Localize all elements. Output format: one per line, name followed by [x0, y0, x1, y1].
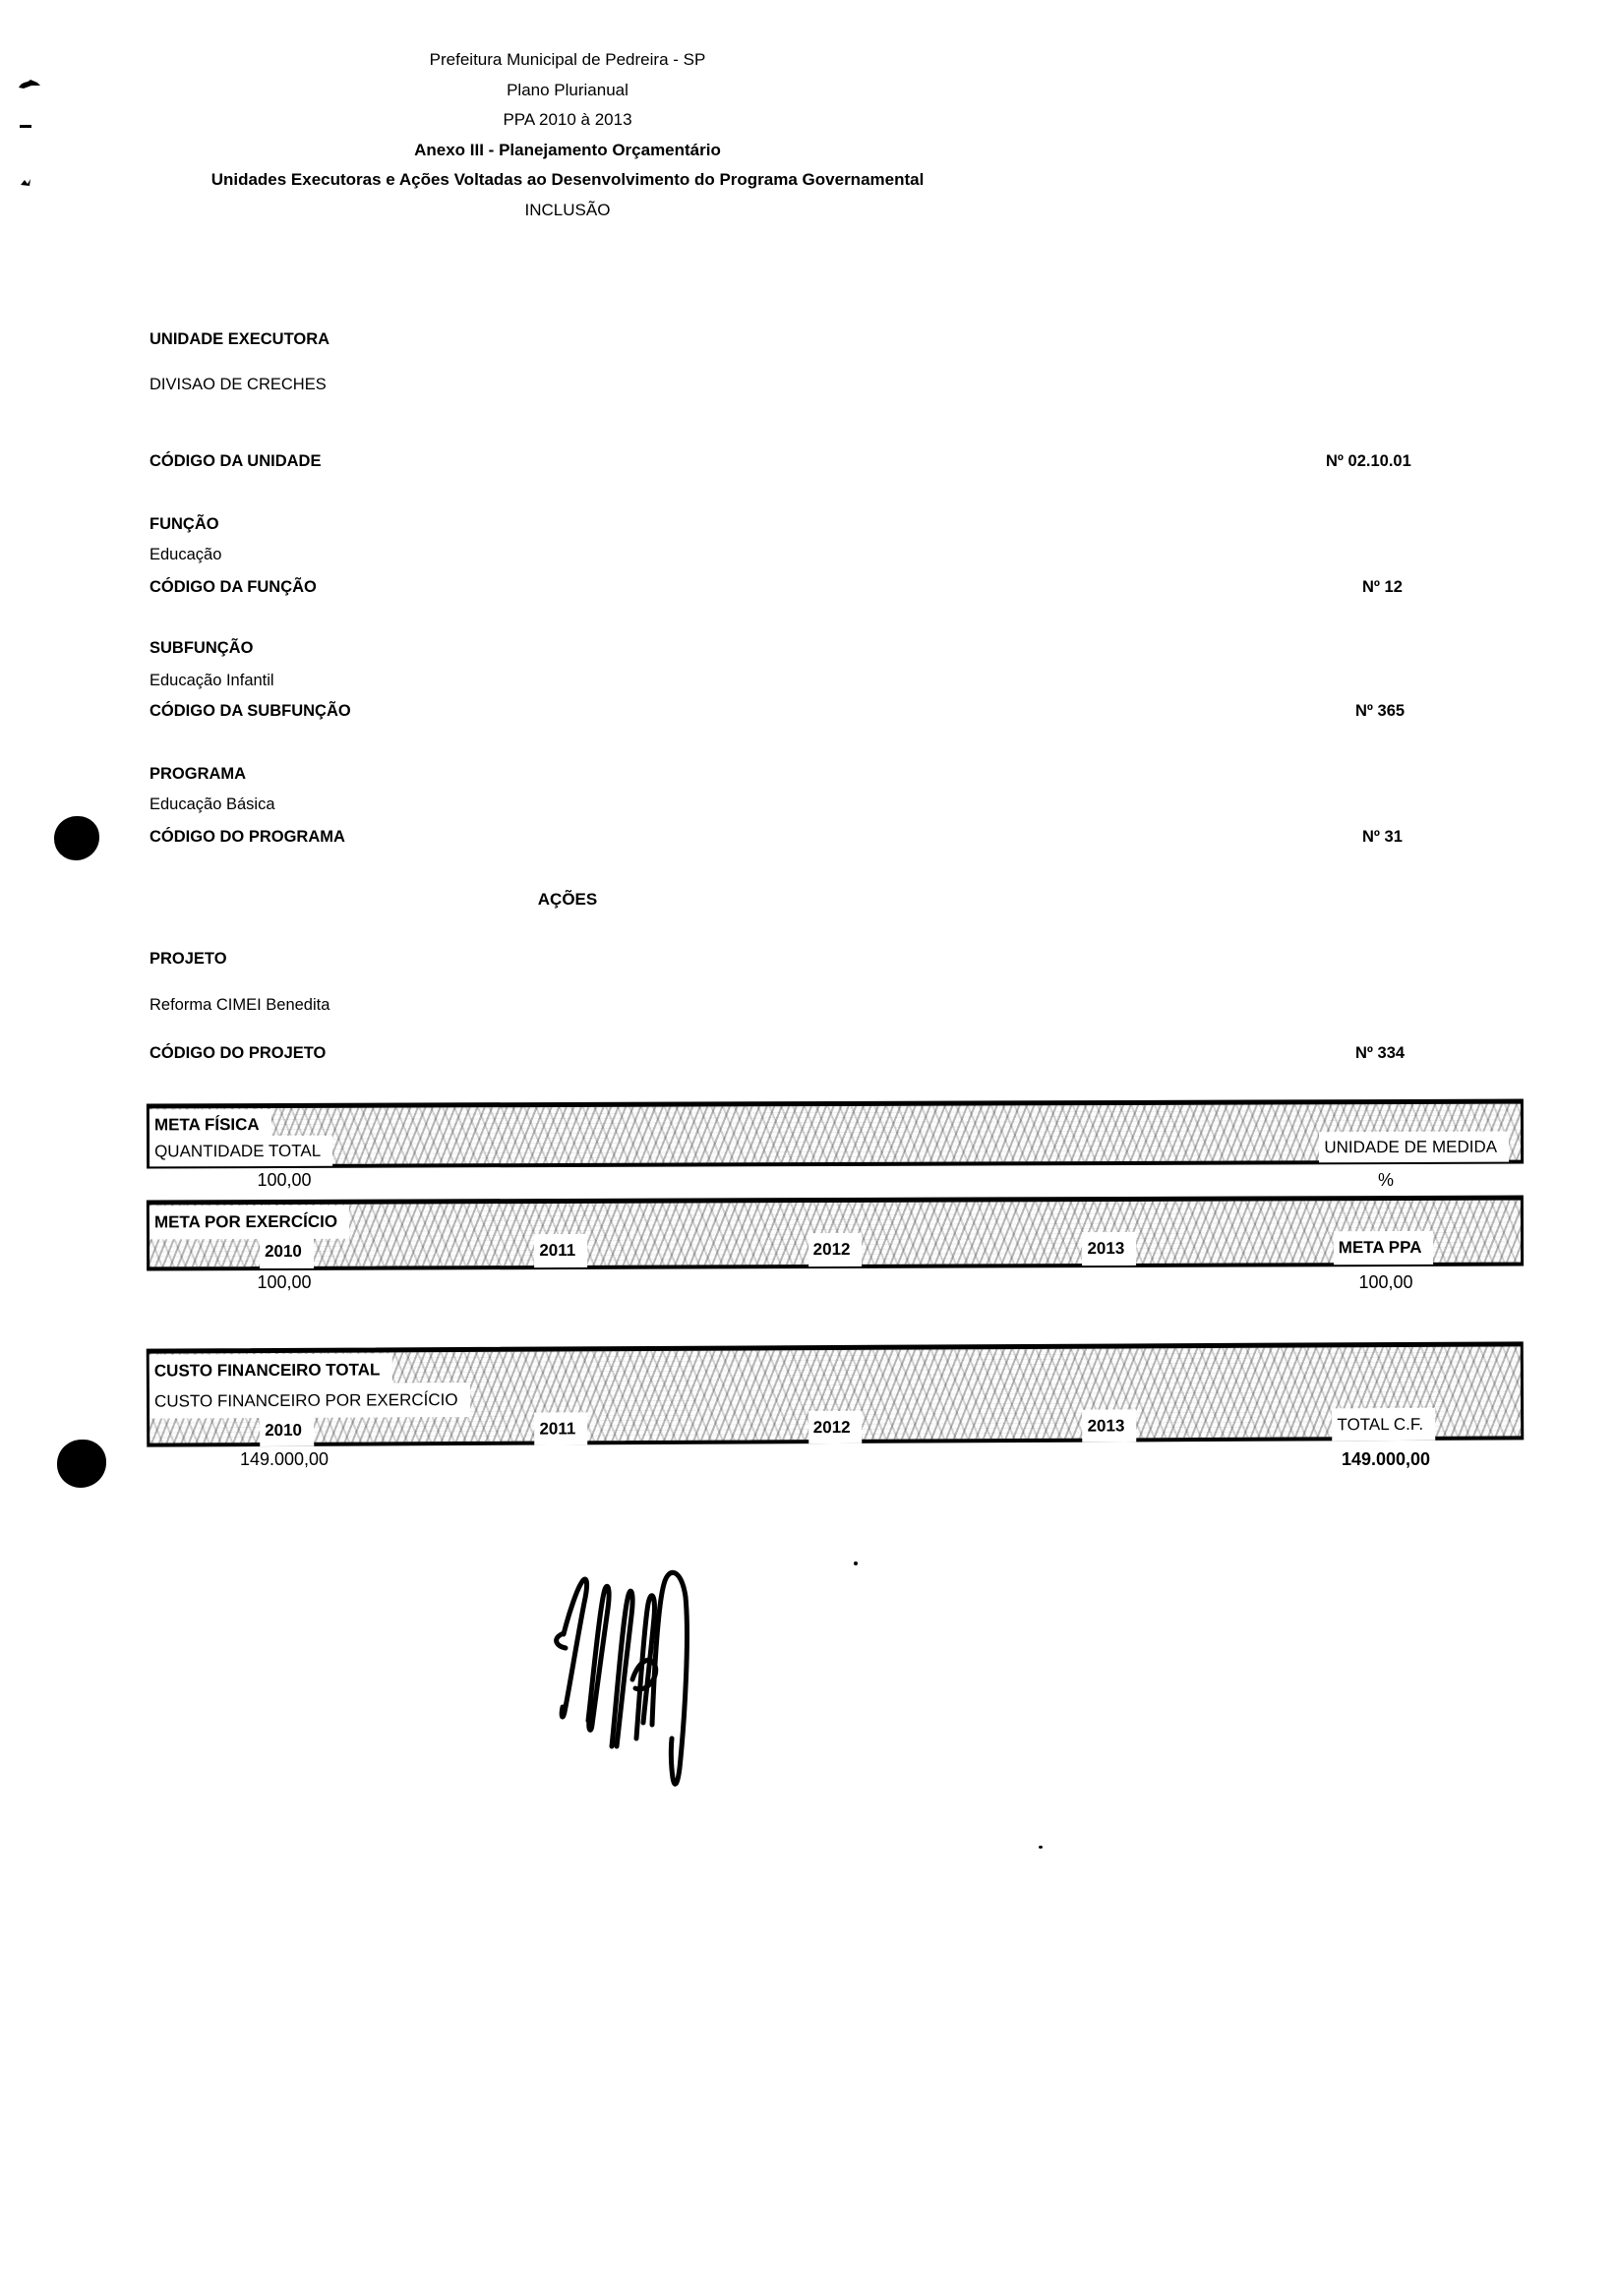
codigo-subfuncao-label: CÓDIGO DA SUBFUNÇÃO	[150, 702, 351, 720]
meta-2010-value: 100,00	[257, 1272, 312, 1292]
unidade-executora-value: DIVISAO DE CRECHES	[150, 376, 327, 393]
total-cf-label: TOTAL C.F.	[1334, 1410, 1433, 1440]
codigo-programa-label: CÓDIGO DO PROGRAMA	[150, 828, 345, 846]
meta-por-exercicio-values-row	[147, 1272, 1524, 1293]
custo-year-2010: 2010	[262, 1416, 312, 1444]
inclusion-label: INCLUSÃO	[524, 200, 611, 219]
annex-title: Anexo III - Planejamento Orçamentário	[414, 140, 721, 159]
meta-por-exercicio-band	[147, 1196, 1524, 1271]
custo-financeiro-por-exercicio-label: CUSTO FINANCEIRO POR EXERCÍCIO	[151, 1384, 468, 1417]
codigo-funcao-value: Nº 12	[1362, 578, 1403, 596]
codigo-subfuncao-row	[150, 702, 1523, 724]
meta-year-2012: 2012	[810, 1235, 861, 1265]
ink-speck-1	[854, 1561, 858, 1565]
funcao-value: Educação	[150, 546, 222, 563]
punch-hole-top	[54, 816, 99, 860]
quantidade-total-label: QUANTIDADE TOTAL	[151, 1138, 330, 1165]
codigo-funcao-row	[150, 578, 1523, 600]
document-subtitle: Unidades Executoras e Ações Voltadas ao Desenvolvimento do Programa Governamental	[210, 170, 925, 189]
meta-ppa-label: META PPA	[1336, 1233, 1432, 1263]
codigo-unidade-value: Nº 02.10.01	[1326, 452, 1411, 470]
margin-mark-2	[20, 125, 31, 128]
programa-value: Educação Básica	[150, 795, 275, 813]
margin-mark-1	[18, 77, 43, 90]
custo-financeiro-band	[147, 1341, 1525, 1446]
acoes-section-title: AÇÕES	[537, 890, 598, 909]
codigo-unidade-row	[150, 452, 1523, 474]
codigo-subfuncao-value: Nº 365	[1355, 702, 1406, 720]
codigo-programa-value: Nº 31	[1362, 828, 1403, 846]
subfuncao-label: SUBFUNÇÃO	[150, 639, 254, 657]
custo-financeiro-total-title: CUSTO FINANCEIRO TOTAL	[151, 1355, 390, 1385]
org-title: Prefeitura Municipal de Pedreira - SP	[429, 50, 706, 69]
quantidade-total-value: 100,00	[257, 1170, 312, 1190]
unidade-de-medida-value: %	[1377, 1170, 1394, 1190]
meta-ppa-value: 100,00	[1358, 1272, 1413, 1292]
meta-year-2011: 2011	[536, 1236, 585, 1266]
signature	[534, 1552, 721, 1797]
codigo-unidade-label: CÓDIGO DA UNIDADE	[150, 452, 322, 470]
meta-fisica-band	[147, 1099, 1524, 1169]
meta-por-exercicio-title: META POR EXERCÍCIO	[151, 1207, 347, 1238]
unidade-de-medida-label: UNIDADE DE MEDIDA	[1321, 1134, 1507, 1161]
codigo-projeto-value: Nº 334	[1355, 1044, 1406, 1062]
projeto-value: Reforma CIMEI Benedita	[150, 996, 330, 1014]
punch-hole-bottom	[57, 1440, 106, 1488]
codigo-funcao-label: CÓDIGO DA FUNÇÃO	[150, 578, 317, 596]
plan-title: Plano Plurianual	[507, 80, 628, 99]
custo-financeiro-values-row	[147, 1449, 1524, 1470]
meta-year-2013: 2013	[1084, 1234, 1134, 1264]
custo-year-2012: 2012	[810, 1413, 861, 1442]
custo-2010-value: 149.000,00	[239, 1449, 329, 1469]
meta-year-2010: 2010	[262, 1237, 312, 1266]
meta-fisica-title: META FÍSICA	[151, 1111, 269, 1138]
document-header	[150, 45, 986, 225]
custo-year-2011: 2011	[536, 1414, 585, 1442]
programa-label: PROGRAMA	[150, 765, 247, 783]
custo-year-2013: 2013	[1084, 1411, 1134, 1440]
unidade-executora-label: UNIDADE EXECUTORA	[150, 330, 330, 348]
codigo-projeto-row	[150, 1044, 1523, 1066]
total-cf-value: 149.000,00	[1341, 1449, 1431, 1469]
meta-fisica-values-row	[147, 1170, 1524, 1191]
projeto-label: PROJETO	[150, 950, 227, 968]
margin-mark-3	[20, 178, 31, 187]
plan-period: PPA 2010 à 2013	[503, 110, 632, 129]
ink-speck-2	[1039, 1846, 1043, 1849]
funcao-label: FUNÇÃO	[150, 515, 219, 533]
subfuncao-value: Educação Infantil	[150, 672, 274, 689]
codigo-programa-row	[150, 828, 1523, 850]
codigo-projeto-label: CÓDIGO DO PROJETO	[150, 1044, 327, 1062]
